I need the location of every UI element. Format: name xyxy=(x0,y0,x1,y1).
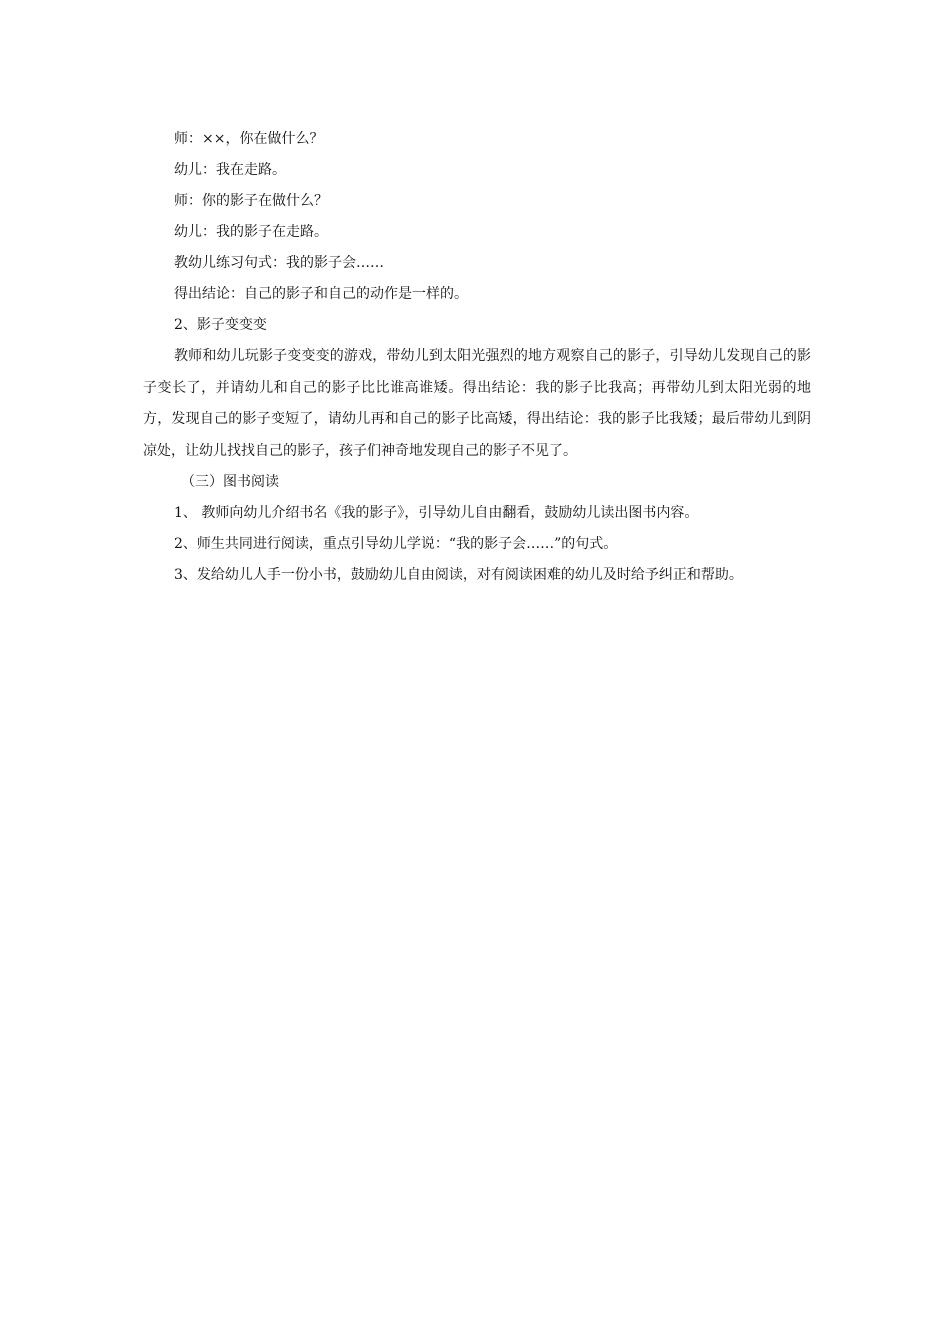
section-heading: （三）图书阅读 xyxy=(181,474,279,490)
dialogue-line-child-2: 幼儿：我的影子在走路。 xyxy=(174,224,328,240)
list-item: 2、师生共同进行阅读，重点引导幼儿学说：“我的影子会……”的句式。 xyxy=(174,536,618,552)
document-body xyxy=(143,124,811,591)
subsection-title: 2、影子变变变 xyxy=(174,317,267,333)
dialogue-line-teacher-2: 师：你的影子在做什么？ xyxy=(174,193,328,209)
conclusion-line: 得出结论：自己的影子和自己的动作是一样的。 xyxy=(174,286,468,302)
shadow-game-paragraph: 教师和幼儿玩影子变变变的游戏，带幼儿到太阳光强烈的地方观察自己的影子，引导幼儿发现自己的影子变长了，并请幼儿和自己的影子比比谁高谁矮。得出结论：我的影子比我高；再带幼儿到太阳光弱的地方，发现自己的影子变短了，请幼儿再和自己的影子比高矮，得出结论：我的影子比我矮；最后带幼儿到阴凉处，让幼儿找找自己的影子，孩子们神奇地发现自己的影子不见了。 xyxy=(143,348,811,459)
dialogue-line-teacher-1: 师：××，你在做什么？ xyxy=(174,131,324,147)
list-item: 3、发给幼儿人手一份小书，鼓励幼儿自由阅读，对有阅读困难的幼儿及时给予纠正和帮助。 xyxy=(174,567,743,583)
list-item: 1、 教师向幼儿介绍书名《我的影子》，引导幼儿自由翻看，鼓励幼儿读出图书内容。 xyxy=(174,505,699,521)
sentence-practice-line: 教幼儿练习句式：我的影子会…… xyxy=(174,255,384,271)
dialogue-line-child-1: 幼儿：我在走路。 xyxy=(174,162,286,178)
